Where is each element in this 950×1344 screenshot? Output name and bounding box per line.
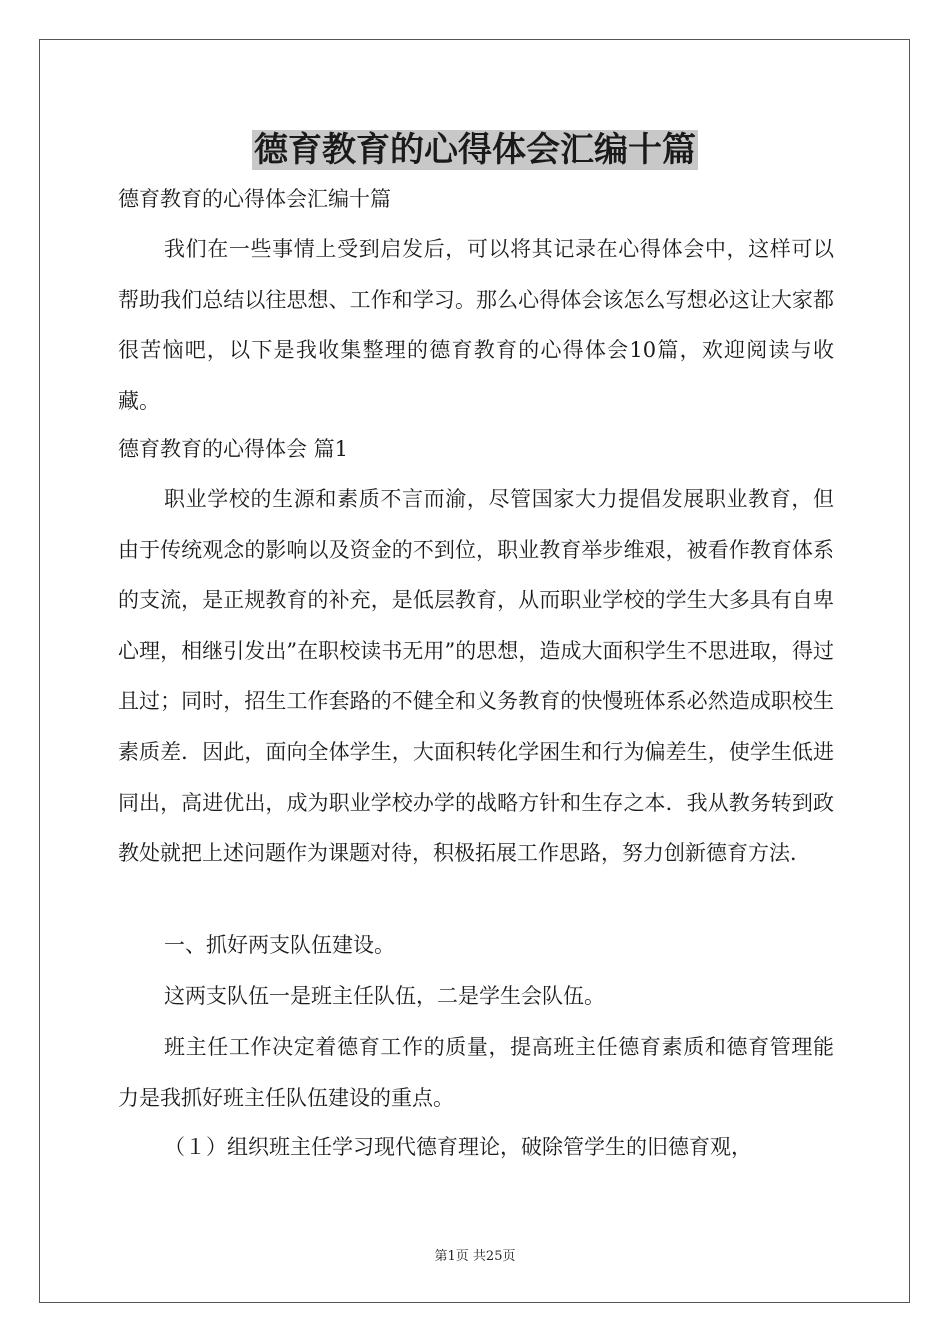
list-item-1: （１）组织班主任学习现代德育理论，破除管学生的旧德育观， [164, 1135, 752, 1159]
body-paragraph-1: 职业学校的生源和素质不言而渝，尽管国家大力提倡发展职业教育，但由于传统观念的影响以及资金的不到位，职业教育举步维艰，被看作教育体系的支流，是正规教育的补充，是低层教育，从而职业学校的学生大多具有自卑心理，相继引发出”在职校读书无用”的思想，造成大面积学生不思进取，得过且过；同时，招生工作套路的不健全和义务教育的快慢班体系必然造成职校生素质差．因此，面向全体学生，大面积转化学困生和行为偏差生，使学生低进同出，高进优出，成为职业学校办学的战略方针和生存之本．我从教务转到政教处就把上述问题作为课题对待，积极拓展工作思路，努力创新德育方法． [118, 487, 834, 866]
document-title [0, 126, 950, 174]
document-title-text: 德育教育的心得体会汇编十篇 [254, 130, 696, 170]
body-paragraph-2: 这两支队伍一是班主任队伍，二是学生会队伍。 [164, 984, 605, 1008]
point-heading-1: 一、抓好两支队伍建设。 [164, 933, 395, 957]
section-heading: 德育教育的心得体会 篇1 [118, 437, 349, 461]
intro-paragraph: 我们在一些事情上受到启发后，可以将其记录在心得体会中，这样可以帮助我们总结以往思想、工作和学习。那么心得体会该怎么写想必这让大家都很苦恼吧，以下是我收集整理的德育教育的心得体会10篇，欢迎阅读与收藏。 [118, 237, 834, 413]
body-paragraph-3: 班主任工作决定着德育工作的质量，提高班主任德育素质和德育管理能力是我抓好班主任队伍建设的重点。 [118, 1035, 834, 1110]
page-footer: 第1页 共25页 [434, 1249, 516, 1264]
document-subtitle: 德育教育的心得体会汇编十篇 [118, 187, 391, 211]
